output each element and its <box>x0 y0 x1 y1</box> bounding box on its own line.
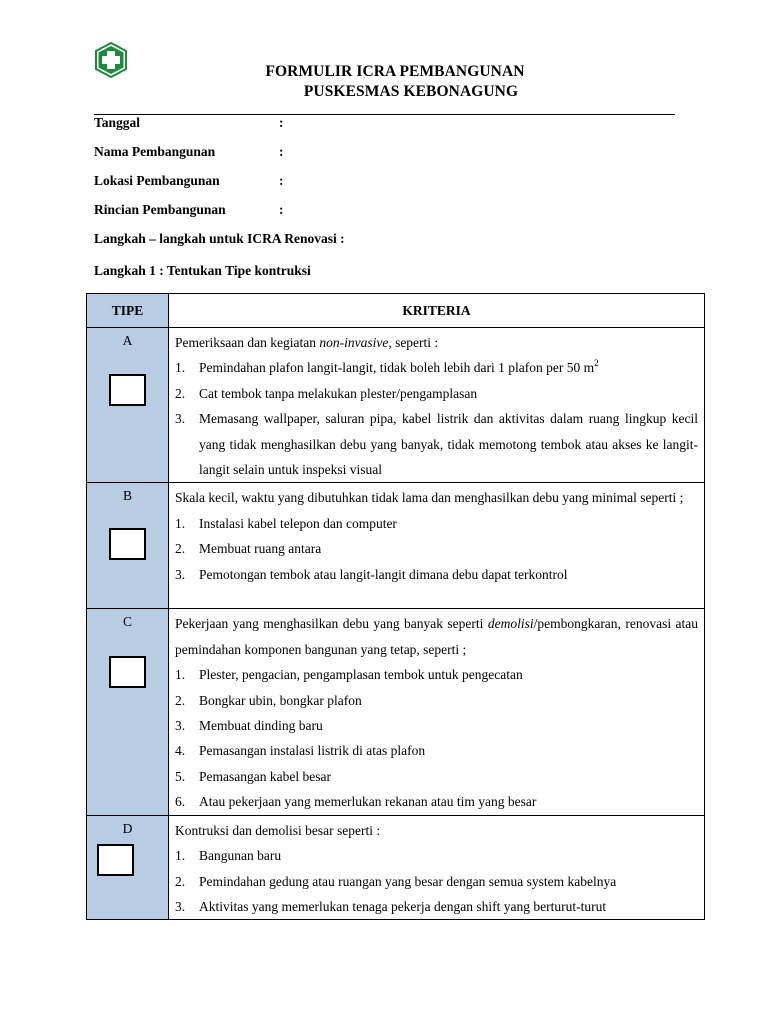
tipe-cell-d <box>87 815 169 920</box>
kriteria-list <box>175 662 698 814</box>
kriteria-list <box>175 511 698 587</box>
intro-text: Pemeriksaan dan kegiatan <box>175 335 320 350</box>
header-divider <box>94 114 675 115</box>
kriteria-intro <box>175 611 698 662</box>
col-header-tipe: TIPE <box>87 294 169 328</box>
list-item-text: Pemotongan tembok atau langit-langit dimana debu dapat terkontrol <box>199 566 568 582</box>
field-lokasi-pembangunan <box>94 173 284 189</box>
tipe-cell-c <box>87 609 169 815</box>
tipe-c-checkbox[interactable] <box>109 656 146 688</box>
tipe-letter: C <box>122 614 132 630</box>
list-item-text: Aktivitas yang memerlukan tenaga pekerja dengan shift yang berturut-turut <box>199 898 607 914</box>
intro-emphasis: non-invasive <box>319 335 389 350</box>
list-item: 2. Cat tembok tanpa melakukan plester/pengamplasan <box>175 385 478 401</box>
list-item: 1. Plester, pengacian, pengamplasan tembok untuk pengecatan <box>175 667 523 683</box>
kriteria-cell-a <box>169 328 705 483</box>
table-row <box>87 483 705 609</box>
tipe-letter: A <box>122 333 133 348</box>
list-item-text: Bongkar ubin, bongkar plafon <box>199 692 362 708</box>
kriteria-cell-d <box>169 815 705 920</box>
list-item: 5. Pemasangan kabel besar <box>175 768 331 784</box>
form-subtitle: PUSKESMAS KEBONAGUNG <box>303 83 519 100</box>
list-item-text: Pemindahan plafon langit-langit, tidak boleh lebih dari 1 plafon per 50 m <box>199 360 595 376</box>
field-colon: : <box>279 202 284 217</box>
list-item-text: Atau pekerjaan yang memerlukan rekanan atau tim yang besar <box>199 794 537 810</box>
intro-text-end: , seperti : <box>388 335 439 350</box>
list-item-text: Membuat ruang antara <box>199 541 322 557</box>
tipe-b-checkbox[interactable] <box>109 528 146 560</box>
list-item: 3. Pemotongan tembok atau langit-langit dimana debu dapat terkontrol <box>175 566 568 582</box>
list-item: 1. Instalasi kabel telepon dan computer <box>175 515 397 531</box>
list-item: 1. Bangunan baru <box>175 848 282 864</box>
intro-text-end: /pembongkaran, renovasi atau pemindahan komponen bangunan yang tetap, seperti ; <box>175 616 698 657</box>
list-item-text: Pemasangan instalasi listrik di atas plafon <box>199 743 426 759</box>
list-item-text: Plester, pengacian, pengamplasan tembok untuk pengecatan <box>199 667 523 683</box>
list-item-text: Cat tembok tanpa melakukan plester/pengamplasan <box>199 385 478 401</box>
kriteria-list <box>175 355 698 482</box>
field-label: Nama Pembangunan <box>94 144 216 159</box>
intro-text: Pekerjaan yang menghasilkan debu yang banyak seperti <box>175 616 488 632</box>
list-item-text: Memasang wallpaper, saluran pipa, kabel listrik dan aktivitas dalam ruang lingkup kecil yang tidak menghasilkan debu yang banyak, tidak memotong tembok atau akses ke langit-langit selain untuk inspeksi visual <box>199 411 698 478</box>
kriteria-intro <box>175 330 698 355</box>
superscript: 2 <box>594 358 599 369</box>
field-label: Tanggal <box>94 115 141 130</box>
kriteria-intro: Kontruksi dan demolisi besar seperti : <box>175 822 381 838</box>
tipe-d-checkbox[interactable] <box>97 844 134 876</box>
list-item: 3. Memasang wallpaper, saluran pipa, kabel listrik dan aktivitas dalam ruang lingkup kecil yang tidak menghasilkan debu yang banyak, tidak memotong tembok atau akses ke langit-langit selain untuk inspeksi visual <box>175 411 698 478</box>
step1-heading: Langkah 1 : Tentukan Tipe kontruksi <box>94 263 311 278</box>
kriteria-intro: Skala kecil, waktu yang dibutuhkan tidak lama dan menghasilkan debu yang minimal seperti ; <box>175 490 684 506</box>
table-header-row <box>87 294 705 328</box>
steps-heading: Langkah – langkah untuk ICRA Renovasi : <box>94 231 345 246</box>
table-row <box>87 328 705 483</box>
list-item-text: Bangunan baru <box>199 848 282 864</box>
tipe-cell-b <box>87 483 169 609</box>
list-item-text: Pemindahan gedung atau ruangan yang besar dengan semua system kabelnya <box>199 873 617 889</box>
field-colon: : <box>279 173 284 188</box>
list-item-text: Pemasangan kabel besar <box>199 768 331 784</box>
tipe-cell-a <box>87 328 169 483</box>
table-row <box>87 609 705 815</box>
kriteria-cell-b <box>169 483 705 609</box>
list-item: 2. Bongkar ubin, bongkar plafon <box>175 692 362 708</box>
list-item: 3. Membuat dinding baru <box>175 718 323 734</box>
field-rincian-pembangunan <box>94 202 284 218</box>
list-item: 4. Pemasangan instalasi listrik di atas plafon <box>175 743 426 759</box>
field-colon: : <box>279 144 284 159</box>
list-item-text: Membuat dinding baru <box>199 718 323 734</box>
kriteria-list <box>175 843 698 919</box>
list-item-text: Instalasi kabel telepon dan computer <box>199 515 397 531</box>
field-label: Rincian Pembangunan <box>94 202 226 217</box>
list-item: 1. Pemindahan plafon langit-langit, tidak boleh lebih dari 1 plafon per 50 $m^2$ <box>175 358 599 376</box>
criteria-table <box>86 293 705 920</box>
field-nama-pembangunan <box>94 144 284 160</box>
kriteria-cell-c <box>169 609 705 815</box>
col-header-kriteria: KRITERIA <box>169 294 705 328</box>
table-row <box>87 815 705 920</box>
tipe-a-checkbox[interactable] <box>109 374 146 406</box>
list-item: 6. Atau pekerjaan yang memerlukan rekanan atau tim yang besar <box>175 794 537 810</box>
tipe-letter: B <box>122 488 132 504</box>
field-colon: : <box>279 115 284 130</box>
tipe-letter: D <box>122 820 133 836</box>
form-title: FORMULIR ICRA PEMBANGUNAN <box>265 63 525 80</box>
list-item: 2. Pemindahan gedung atau ruangan yang besar dengan semua system kabelnya <box>175 873 617 889</box>
field-label: Lokasi Pembangunan <box>94 173 220 188</box>
field-tanggal <box>94 115 284 131</box>
list-item: 3. Aktivitas yang memerlukan tenaga pekerja dengan shift yang berturut-turut <box>175 898 607 914</box>
list-item: 2. Membuat ruang antara <box>175 541 322 557</box>
intro-emphasis: demolisi <box>487 616 534 632</box>
